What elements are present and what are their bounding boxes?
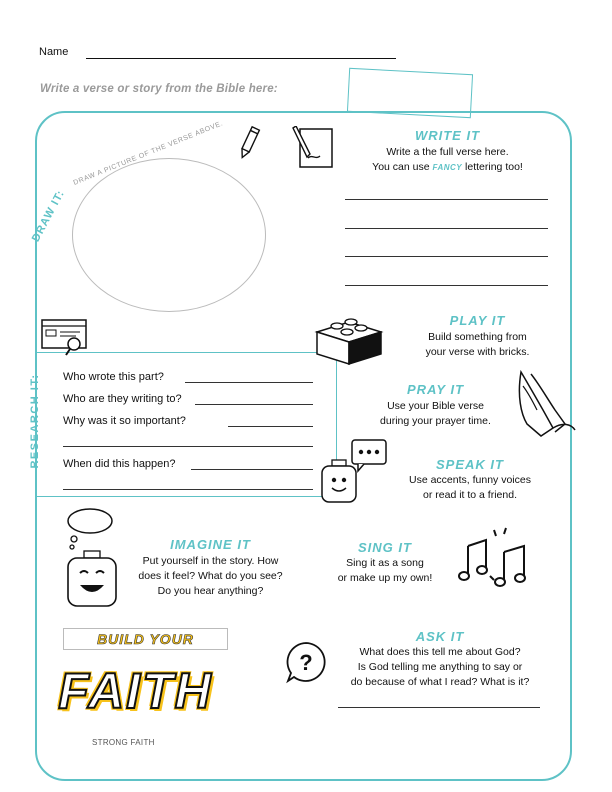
question-2: Who are they writing to? — [63, 393, 182, 405]
name-label: Name — [39, 46, 69, 58]
imagine-line-3: Do you hear anything? — [157, 585, 264, 597]
question-4: When did this happen? — [63, 458, 176, 470]
ask-line-2: Is God telling me anything to say or — [357, 661, 523, 673]
speak-line-2: or read it to a friend. — [423, 489, 517, 501]
write-line-2-post: lettering too! — [465, 161, 523, 173]
lego-head-thought-icon — [60, 505, 124, 611]
write-line-input[interactable] — [345, 228, 548, 229]
imagine-line-2: does it feel? What do you see? — [138, 570, 283, 582]
lego-brick-icon — [313, 310, 385, 368]
write-line-input[interactable] — [345, 256, 548, 257]
question-3: Why was it so important? — [63, 415, 186, 427]
write-line-2 — [345, 160, 550, 175]
write-line-input[interactable] — [345, 199, 548, 200]
ask-line-3: do because of what I read? What is it? — [350, 676, 530, 688]
ask-answer-line[interactable] — [338, 707, 540, 708]
verse-prompt: Write a verse or story from the Bible here: — [40, 83, 278, 95]
research-title: RESEARCH IT: — [29, 373, 41, 469]
draw-title: DRAW IT: — [29, 188, 68, 244]
name-field[interactable] — [86, 58, 396, 59]
play-title: PLAY IT — [449, 313, 506, 328]
question-bubble-icon — [284, 640, 328, 684]
answer-line-3b[interactable] — [63, 446, 313, 447]
sing-text — [320, 556, 450, 586]
answer-line-1[interactable] — [185, 382, 313, 383]
answer-line-4[interactable] — [191, 469, 313, 470]
imagine-title: IMAGINE IT — [170, 537, 251, 552]
fancy-word: FANCY — [432, 163, 463, 172]
build-your-logo: BUILD YOUR — [63, 628, 228, 650]
draw-subtitle: DRAW A PICTURE OF THE VERSE ABOVE. — [72, 120, 225, 187]
answer-line-4b[interactable] — [63, 489, 313, 490]
pencil-icon — [236, 124, 262, 162]
pray-line-1: Use your Bible verse — [387, 400, 484, 412]
imagine-line-1: Put yourself in the story. How — [142, 555, 279, 567]
sing-title: SING IT — [358, 540, 412, 555]
answer-line-3[interactable] — [228, 426, 313, 427]
faith-logo: FAITH — [58, 663, 213, 719]
ask-line-1: What does this tell me about God? — [359, 646, 521, 658]
ask-title: ASK IT — [415, 629, 465, 644]
speak-line-1: Use accents, funny voices — [409, 474, 531, 486]
speak-title: SPEAK IT — [436, 457, 504, 472]
pray-line-2: during your prayer time. — [380, 415, 491, 427]
play-line-2: your verse with bricks. — [425, 346, 530, 358]
sing-line-1: Sing it as a song — [346, 557, 424, 569]
answer-line-2[interactable] — [195, 404, 313, 405]
praying-hands-icon — [513, 366, 579, 438]
speak-text — [380, 473, 560, 503]
write-line-input[interactable] — [345, 285, 548, 286]
write-title: WRITE IT — [414, 128, 481, 143]
drawing-circle[interactable] — [72, 158, 266, 312]
play-text — [390, 330, 565, 360]
question-1: Who wrote this part? — [63, 371, 164, 383]
browser-search-icon — [40, 318, 90, 358]
pray-text — [348, 399, 523, 429]
sing-line-2: or make up my own! — [337, 572, 433, 584]
ask-text — [335, 645, 545, 690]
svg-text:?: ? — [299, 650, 313, 675]
strong-faith-label: STRONG FAITH — [92, 738, 155, 747]
music-notes-icon — [456, 526, 534, 588]
paper-pen-icon — [290, 126, 336, 172]
write-text — [345, 145, 550, 175]
write-line-2-pre: You can use — [372, 161, 430, 173]
imagine-text — [128, 554, 293, 599]
pray-title: PRAY IT — [406, 382, 465, 397]
play-line-1: Build something from — [428, 331, 527, 343]
write-line-1: Write a the full verse here. — [386, 146, 509, 158]
